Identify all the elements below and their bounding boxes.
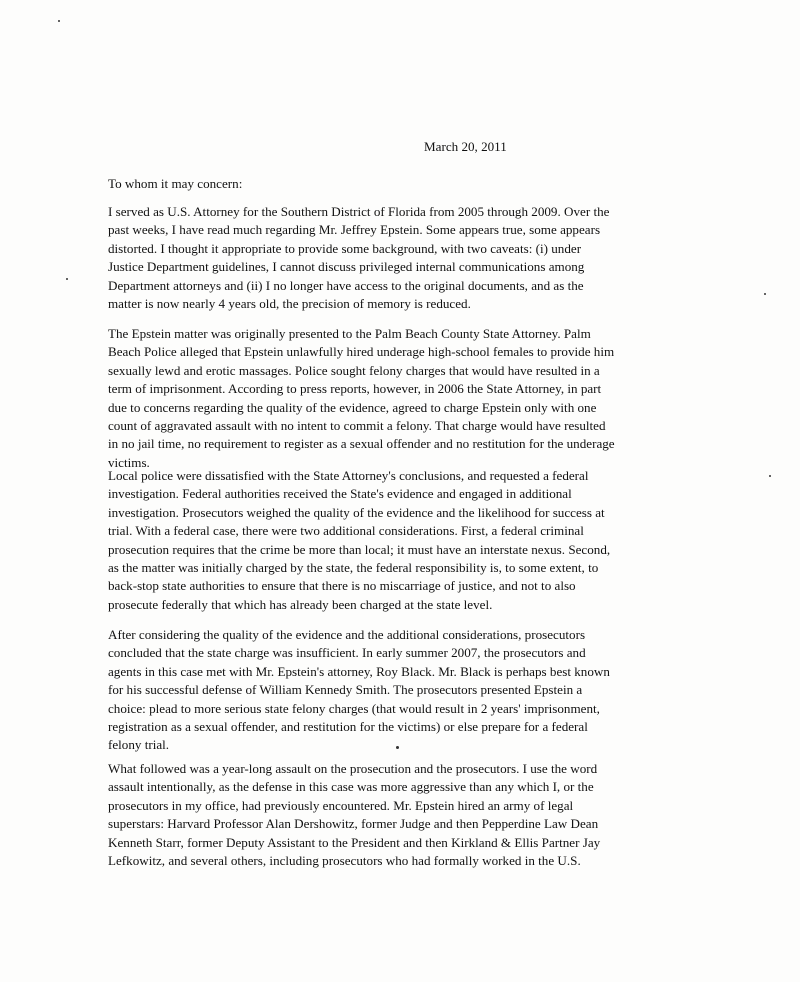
paragraph-line: choice: plead to more serious state felony charges (that would result in 2 years' imprisonment,	[108, 700, 600, 716]
paragraph-line: felony trial.	[108, 737, 170, 753]
paragraph-line: Justice Department guidelines, I cannot discuss privileged internal communications among	[108, 259, 585, 275]
paragraph-5	[108, 760, 708, 870]
paragraph-line: Department attorneys and (ii) I no longer have access to the original documents, and as the	[108, 277, 584, 293]
paragraph-line: sexually lewd and erotic massages. Police sought felony charges that would have resulted in a	[108, 362, 600, 378]
paragraph-line: Kenneth Starr, former Deputy Assistant to the President and then Kirkland & Ellis Partner Jay	[108, 834, 601, 850]
paragraph-3	[108, 467, 708, 614]
scan-speck	[66, 278, 68, 280]
paragraph-line: matter is now nearly 4 years old, the precision of memory is reduced.	[108, 296, 471, 312]
paragraph-line: prosecution requires that the crime be more than local; it must have an interstate nexus. Second,	[108, 541, 611, 557]
paragraph-line: superstars: Harvard Professor Alan Dershowitz, former Judge and then Pepperdine Law Dean	[108, 816, 599, 832]
paragraph-line: The Epstein matter was originally presented to the Palm Beach County State Attorney. Palm	[108, 326, 591, 341]
scan-speck	[764, 293, 766, 295]
paragraph-line: for his successful defense of William Kennedy Smith. The prosecutors presented Epstein a	[108, 682, 583, 698]
letter-date: March 20, 2011	[424, 139, 507, 154]
paragraph-line: distorted. I thought it appropriate to provide some background, with two caveats: (i) under	[108, 240, 582, 256]
paragraph-line: prosecute federally that which has already been charged at the state level.	[108, 596, 493, 612]
paragraph-line: assault intentionally, as the defense in this case was more aggressive than any which I, or the	[108, 779, 594, 795]
paragraph-line: agents in this case met with Mr. Epstein's attorney, Roy Black. Mr. Black is perhaps best known	[108, 663, 610, 679]
scan-speck	[769, 475, 771, 477]
paragraph-line: as the matter was initially charged by the state, the federal responsibility is, to some extent, to	[108, 560, 599, 576]
paragraph-line: victims.	[108, 454, 150, 470]
paragraph-4	[108, 626, 708, 755]
paragraph-line: registration as a sexual offender, and restitution for the victims) or else prepare for a federal	[108, 719, 588, 735]
paragraph-line: Lefkowitz, and several others, including prosecutors who had formally worked in the U.S.	[108, 853, 581, 869]
paragraph-line: back-stop state authorities to ensure that there is no miscarriage of justice, and not to also	[108, 578, 576, 594]
paragraph-line: After considering the quality of the evidence and the additional considerations, prosecutors	[108, 627, 586, 642]
paragraph-line: past weeks, I have read much regarding Mr. Jeffrey Epstein. Some appears true, some appears	[108, 222, 601, 238]
paragraph-2	[108, 325, 708, 472]
paragraph-line: due to concerns regarding the quality of the evidence, agreed to charge Epstein only with one	[108, 399, 597, 415]
paragraph-line: Local police were dissatisfied with the State Attorney's conclusions, and requested a federal	[108, 468, 589, 483]
paragraph-line: investigation. Prosecutors weighed the quality of the evidence and the likelihood for success at	[108, 504, 605, 520]
paragraph-line: concluded that the state charge was insufficient. In early summer 2007, the prosecutors and	[108, 645, 586, 661]
paragraph-line: in no jail time, no requirement to register as a sexual offender and no restitution for the underage	[108, 436, 615, 452]
paragraph-line: prosecutors in my office, had previously encountered. Mr. Epstein hired an army of legal	[108, 797, 574, 813]
paragraph-line: What followed was a year-long assault on the prosecution and the prosecutors. I use the word	[108, 761, 598, 776]
paragraph-1	[108, 203, 708, 313]
paragraph-line: trial. With a federal case, there were two additional considerations. First, a federal criminal	[108, 523, 584, 539]
paragraph-line: Beach Police alleged that Epstein unlawfully hired underage high-school females to provide him	[108, 344, 615, 360]
letter-salutation: To whom it may concern:	[108, 176, 243, 191]
paragraph-line: I served as U.S. Attorney for the Southern District of Florida from 2005 through 2009. Over the	[108, 204, 610, 219]
scan-speck	[58, 20, 60, 22]
paragraph-line: count of aggravated assault with no intent to commit a felony. That charge would have resulted	[108, 418, 606, 434]
paragraph-line: term of imprisonment. According to press reports, however, in 2006 the State Attorney, in part	[108, 381, 602, 397]
paragraph-line: investigation. Federal authorities received the State's evidence and engaged in additional	[108, 486, 572, 502]
